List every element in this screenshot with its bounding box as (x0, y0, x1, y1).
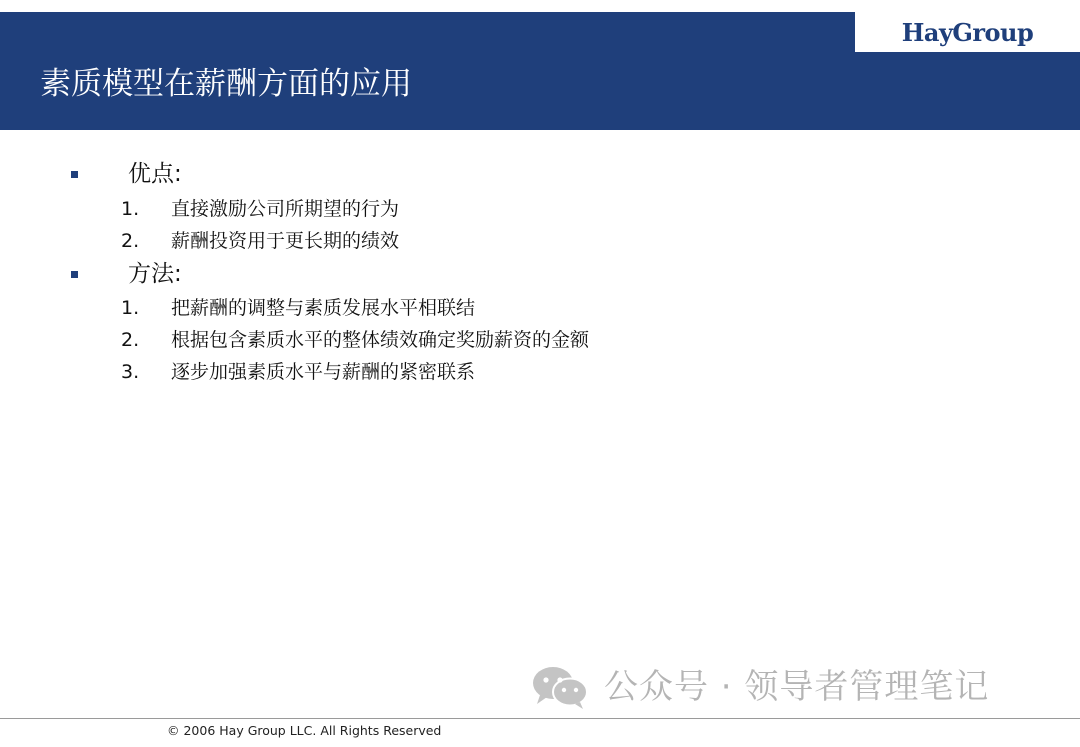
list-item-number: 2. (121, 230, 140, 252)
wechat-icon (530, 664, 590, 710)
list-item-number: 2. (121, 329, 140, 351)
watermark (530, 662, 1050, 712)
watermark-text: 公众号 · 领导者管理笔记 (604, 667, 990, 707)
section-heading-advantages (0, 159, 1080, 193)
footer-divider (0, 718, 1080, 719)
page-title: 素质模型在薪酬方面的应用 (40, 66, 412, 102)
list-item-number: 1. (121, 198, 140, 220)
list-item-number: 3. (121, 361, 140, 383)
list-item-text: 根据包含素质水平的整体绩效确定奖励薪资的金额 (171, 329, 590, 351)
list-item-text: 把薪酬的调整与素质发展水平相联结 (171, 297, 476, 319)
list-item-text: 逐步加强素质水平与薪酬的紧密联系 (171, 361, 476, 383)
list-item-text: 直接激励公司所期望的行为 (171, 198, 400, 220)
footer-copyright: © 2006 Hay Group LLC. All Rights Reserved (167, 723, 442, 738)
list-item (0, 196, 1080, 226)
square-bullet-icon (71, 171, 78, 178)
list-item-number: 1. (121, 297, 140, 319)
list-item (0, 295, 1080, 325)
list-item (0, 327, 1080, 357)
logo-text: HayGroup (901, 18, 1034, 47)
list-item-text: 薪酬投资用于更长期的绩效 (171, 230, 400, 252)
section-heading-label: 方法: (128, 261, 182, 287)
list-item (0, 228, 1080, 258)
section-heading-methods (0, 259, 1080, 293)
square-bullet-icon (71, 271, 78, 278)
section-heading-label: 优点: (128, 161, 182, 187)
list-item (0, 359, 1080, 389)
